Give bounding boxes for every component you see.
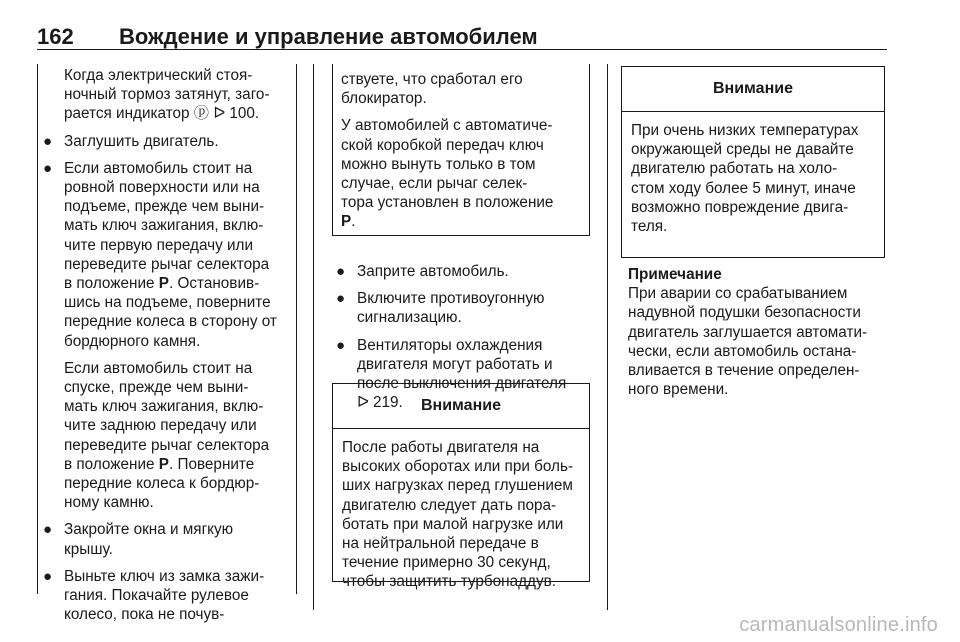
text-line: гания. Покачайте рулевое xyxy=(64,587,249,605)
text-line: вливается в течение определен- xyxy=(628,362,860,380)
text-line: передние колеса в сторону от xyxy=(64,313,277,331)
bullet-dot: ● xyxy=(43,567,53,585)
text-line: тора установлен в положение xyxy=(341,194,554,212)
text-line: Включите противоугонную xyxy=(357,290,545,308)
text-line: чтобы защитить турбонаддув. xyxy=(342,573,557,591)
text-line: сигнализацию. xyxy=(357,309,462,327)
bullet-dot: ● xyxy=(43,132,53,150)
text-line: Если автомобиль стоит на xyxy=(64,159,253,177)
text-line: мать ключ зажигания, вклю- xyxy=(64,217,264,235)
text-line: Выньте ключ из замка зажи- xyxy=(64,567,265,585)
column-divider-1 xyxy=(313,64,314,610)
text-line xyxy=(64,274,303,293)
list-item xyxy=(41,159,303,513)
text-line: после выключения двигателя xyxy=(357,375,567,393)
text-line: Заглушить двигатель. xyxy=(64,132,219,150)
text-line: колесо, пока не почув- xyxy=(64,606,225,624)
text-line: мать ключ зажигания, вклю- xyxy=(64,398,264,416)
text-line: ного времени. xyxy=(628,381,729,399)
header-rule xyxy=(37,49,887,50)
list-item xyxy=(41,520,303,558)
text-line: ному камню. xyxy=(64,494,154,512)
text-line: Закройте окна и мягкую xyxy=(64,521,234,539)
text-line: чите первую передачу или xyxy=(64,236,254,254)
text-line: теля. xyxy=(631,218,668,236)
text-line: двигателю работать на холо- xyxy=(631,160,838,178)
text-line: У автомобилей с автоматиче- xyxy=(341,117,553,135)
bullet-dot: ● xyxy=(43,159,53,177)
note-block xyxy=(628,265,898,399)
text-line: ботать при малой нагрузке или xyxy=(342,515,564,533)
text-line: Если автомобиль стоит на xyxy=(64,359,253,377)
text-line: возможно повреждение двига- xyxy=(631,198,849,216)
text-line: шись на подъеме, поверните xyxy=(64,294,271,312)
text-line: Заприте автомобиль. xyxy=(357,263,509,280)
text-line: можно вынуть только в том xyxy=(341,155,536,173)
page-number: 162 xyxy=(37,24,74,49)
list-item xyxy=(41,132,303,151)
bullet-dot: ● xyxy=(336,336,346,354)
warning-title: Внимание xyxy=(333,384,589,429)
text-line: Вентиляторы охлаждения xyxy=(357,336,543,354)
column-1 xyxy=(41,66,303,624)
gear-p-label: P xyxy=(158,275,169,293)
column-1-right-rule xyxy=(296,64,297,594)
warning-body xyxy=(333,429,589,592)
bullet-dot: ● xyxy=(336,290,346,308)
text-line: При аварии со срабатыванием xyxy=(628,285,848,303)
text-line: переведите рычаг селектора xyxy=(64,255,270,273)
text-line: чите заднюю передачу или xyxy=(64,417,257,435)
text-line: двигателя могут работать и xyxy=(357,355,553,373)
text-line: блокиратор. xyxy=(341,90,427,108)
text-line: После работы двигателя на xyxy=(342,439,540,456)
text-line: спуске, прежде чем выни- xyxy=(64,379,249,397)
text-line: окружающей среды не давайте xyxy=(631,141,854,159)
gear-p-label: P xyxy=(341,213,352,231)
text-line: ской коробкой передач ключ xyxy=(341,136,544,154)
warning-title: Внимание xyxy=(622,67,884,112)
text-line: подъеме, прежде чем выни- xyxy=(64,198,265,216)
text-run: . Остановив- xyxy=(168,275,260,293)
text-run: . xyxy=(351,213,356,231)
list-item xyxy=(334,262,594,281)
text-line: передние колеса к бордюр- xyxy=(64,475,260,493)
text-line: переведите рычаг селектора xyxy=(64,436,270,454)
list-item xyxy=(41,567,303,625)
automatic-paragraph xyxy=(341,116,586,231)
text-line: ночный тормоз затянут, заго- xyxy=(64,86,270,104)
bullet-dot: ● xyxy=(336,263,346,280)
page-title: Вождение и управление автомобилем xyxy=(119,24,538,49)
text-line: При очень низких температурах xyxy=(631,122,859,139)
text-run: в положение xyxy=(64,275,159,293)
text-line: случае, если рычаг селек- xyxy=(341,175,528,193)
warning-box-turbo xyxy=(332,383,590,591)
downhill-paragraph xyxy=(64,359,303,513)
intro-paragraph xyxy=(41,66,303,124)
text-line: ровной поверхности или на xyxy=(64,179,260,197)
watermark: carmanualsonline.info xyxy=(739,614,938,636)
text-line: течение примерно 30 секунд, xyxy=(342,554,551,572)
note-title: Примечание xyxy=(628,266,722,283)
text-run: . Поверните xyxy=(168,455,255,473)
text-line: ших нагрузках перед глушением xyxy=(342,477,573,495)
text-line: на нейтральной передаче в xyxy=(342,535,539,553)
text-line: стом ходу более 5 минут, иначе xyxy=(631,179,856,197)
text-line: высоких оборотах или при боль- xyxy=(342,458,574,476)
text-line xyxy=(64,455,303,474)
text-line xyxy=(341,212,586,231)
column-1-left-rule xyxy=(37,64,38,594)
text-run: в положение xyxy=(64,455,159,473)
warning-body xyxy=(622,112,884,236)
column-2-box-text xyxy=(341,70,586,232)
gear-p-label: P xyxy=(158,455,169,473)
text-line: чески, если автомобиль остана- xyxy=(628,342,857,360)
text-line: крышу. xyxy=(64,540,113,558)
text-line: ᐅ 219. xyxy=(357,394,403,412)
text-line: рается индикатор ⓟ ᐅ 100. xyxy=(64,105,260,123)
text-line: ствуете, что сработал его xyxy=(341,71,523,88)
text-line: двигатель заглушается автомати- xyxy=(628,323,868,341)
text-line: бордюрного камня. xyxy=(64,332,201,350)
warning-box-cold xyxy=(621,66,885,258)
column-divider-2 xyxy=(607,64,608,610)
page-header xyxy=(37,20,887,56)
text-line: надувной подушки безопасности xyxy=(628,304,861,322)
text-line: двигателю следует дать пора- xyxy=(342,496,557,514)
bullet-dot: ● xyxy=(43,521,53,539)
text-line: Когда электрический стоя- xyxy=(64,67,253,84)
list-item xyxy=(334,289,594,327)
